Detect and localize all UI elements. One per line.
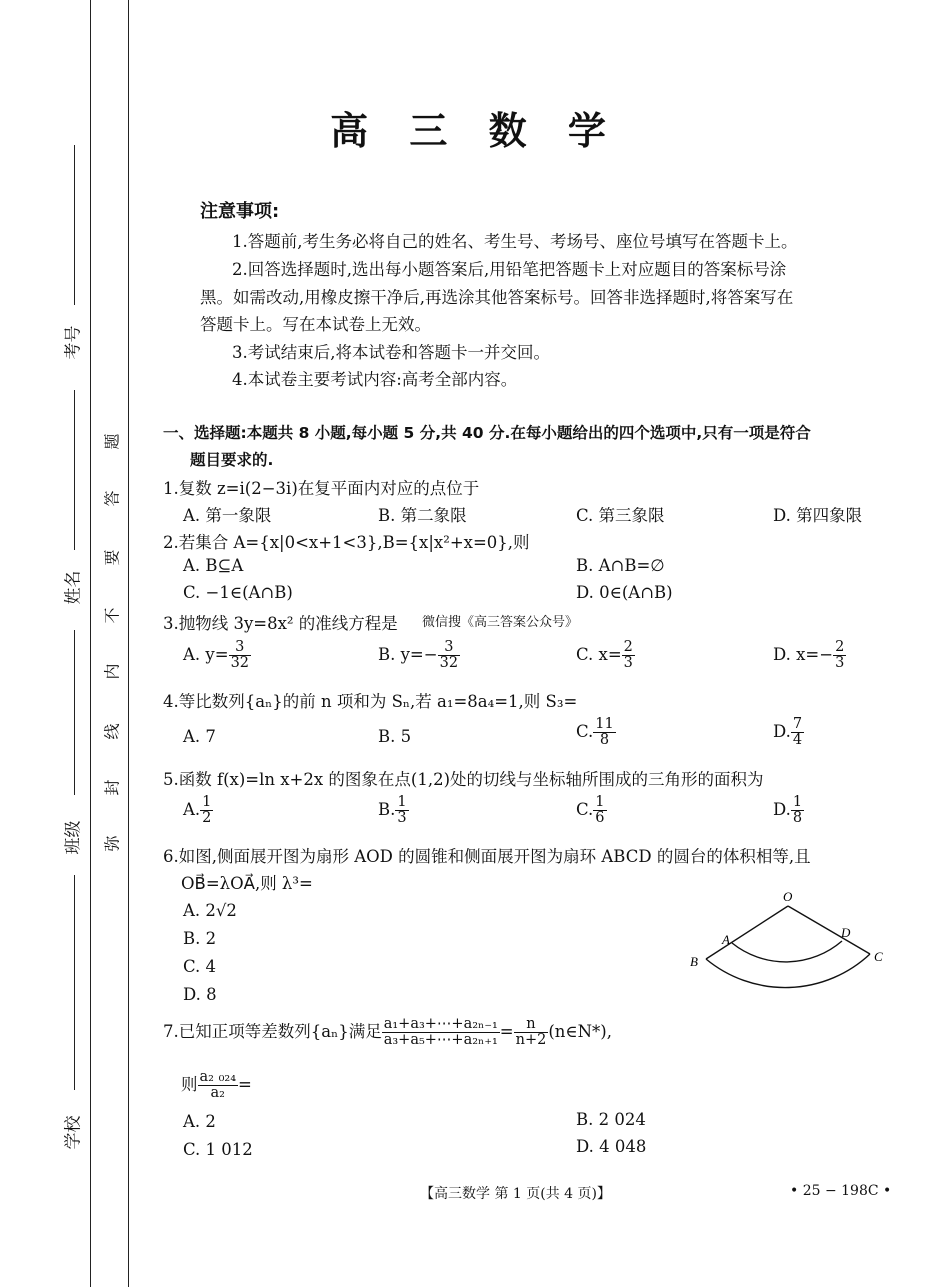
option-c: C. x= $\frac{2}{3}$ [576, 639, 633, 672]
option-b: B. 第二象限 [378, 506, 467, 525]
outer-arc [706, 954, 870, 988]
field-label-school: 学校 [63, 1115, 84, 1150]
fig-label-c: C [874, 949, 883, 964]
option-c: C. 4 [183, 957, 217, 976]
notice-item: 1.答题前,考生务必将自己的姓名、考生号、考场号、座位号填写在答题卡上。 [232, 232, 798, 251]
radius-ob [706, 906, 788, 959]
binding-line-right [128, 0, 129, 1287]
option-c: C. $\frac{1}{6}$ [576, 794, 605, 827]
notice-item: 3.考试结束后,将本试卷和答题卡一并交回。 [232, 343, 550, 362]
field-underline [74, 630, 75, 795]
option-a: A. $\frac{1}{2}$ [183, 794, 212, 827]
seal-char: 题 [102, 433, 122, 450]
seal-char: 要 [102, 549, 122, 566]
radius-oc [788, 906, 870, 954]
option-b: B. 5 [378, 727, 412, 746]
notice-item: 4.本试卷主要考试内容:高考全部内容。 [232, 370, 518, 389]
fig-label-o: O [783, 889, 793, 904]
option-b: B. 2 [183, 929, 217, 948]
option-d: D. x=− $\frac{2}{3}$ [773, 639, 845, 672]
binding-line-left [90, 0, 91, 1287]
seal-char: 封 [102, 779, 122, 796]
option-d: D. 4 048 [576, 1137, 647, 1156]
question-stem: 5.函数 f(x)=ln x+2x 的图象在点(1,2)处的切线与坐标轴所围成的三角形的面积为 [163, 770, 764, 789]
option-a: A. 2√2 [183, 901, 237, 920]
question-stem-cont: 则 $\frac{\text{a₂ ₀₂₄}}{\text{a₂}}$ = [181, 1069, 252, 1102]
notice-item: 黑。如需改动,用橡皮擦干净后,再选涂其他答案标号。回答非选择题时,将答案写在 [200, 288, 794, 307]
option-b: B. y=− $\frac{3}{32}$ [378, 639, 459, 672]
question-stem: 1.复数 z=i(2−3i)在复平面内对应的点位于 [163, 479, 480, 498]
paper-code: • 25 − 198C • [790, 1183, 892, 1199]
watermark-text: 微信搜《高三答案公众号》 [422, 615, 579, 630]
question-stem: 7.已知正项等差数列{aₙ}满足 $\frac{\text{a₁+a₃+⋯+a₂ₙ₋₁}}{\text{a₃+a₅+⋯+a₂ₙ₊₁}}$ = $\frac{n}{n+2}$ (n∈N*), [163, 1016, 612, 1049]
fig-label-d: D [841, 925, 851, 940]
field-label-exam-number: 考号 [63, 325, 84, 360]
fig-label-a: A [722, 932, 730, 947]
option-c: C. 第三象限 [576, 506, 665, 525]
notice-item: 2.回答选择题时,选出每小题答案后,用铅笔把答题卡上对应题目的答案标号涂 [232, 260, 787, 279]
option-c: C. $\frac{11}{8}$ [576, 716, 614, 749]
section-heading: 一、选择题:本题共 8 小题,每小题 5 分,共 40 分.在每小题给出的四个选项中,只有一项是符合 [163, 424, 811, 442]
option-b: B. $\frac{1}{3}$ [378, 794, 407, 827]
seal-char: 内 [102, 663, 122, 680]
option-d: D. 第四象限 [773, 506, 863, 525]
notice-item: 答题卡上。写在本试卷上无效。 [200, 315, 431, 334]
option-d: D. 8 [183, 985, 217, 1004]
question-stem: 6.如图,侧面展开图为扇形 AOD 的圆锥和侧面展开图为扇环 ABCD 的圆台的体积相等,且 [163, 847, 811, 866]
notice-heading: 注意事项: [200, 201, 280, 222]
option-d: D. $\frac{7}{4}$ [773, 716, 803, 749]
inner-arc [732, 941, 842, 962]
section-heading-cont: 题目要求的. [190, 451, 274, 469]
option-b: B. A∩B=∅ [576, 556, 665, 575]
option-d: D. 0∈(A∩B) [576, 583, 673, 602]
option-b: B. 2 024 [576, 1110, 646, 1129]
option-c: C. 1 012 [183, 1140, 253, 1159]
sector-annulus-figure [680, 888, 900, 1018]
seal-char: 线 [102, 723, 122, 740]
field-label-name: 姓名 [63, 570, 84, 605]
fig-label-b: B [690, 954, 698, 969]
option-a: A. B⊆A [183, 556, 244, 575]
option-a: A. y= $\frac{3}{32}$ [183, 639, 250, 672]
field-underline [74, 390, 75, 550]
question-stem: 3.抛物线 3y=8x² 的准线方程是 [163, 614, 398, 633]
option-d: D. $\frac{1}{8}$ [773, 794, 803, 827]
option-a: A. 2 [183, 1112, 216, 1131]
field-label-class: 班级 [63, 820, 84, 855]
seal-char: 弥 [102, 835, 122, 852]
field-underline [74, 145, 75, 305]
question-stem: 2.若集合 A={x|0<x+1<3},B={x|x²+x=0},则 [163, 533, 530, 552]
option-c: C. −1∈(A∩B) [183, 583, 293, 602]
field-underline [74, 875, 75, 1090]
option-a: A. 第一象限 [183, 506, 272, 525]
seal-char: 不 [102, 607, 122, 624]
question-stem: 4.等比数列{aₙ}的前 n 项和为 Sₙ,若 a₁=8a₄=1,则 S₃= [163, 692, 578, 711]
page-footer: 【高三数学 第 1 页(共 4 页)】 [420, 1186, 611, 1202]
page-title: 高 三 数 学 [330, 109, 620, 153]
seal-char: 答 [102, 490, 122, 507]
question-stem-cont: OB⃗=λOA⃗,则 λ³= [181, 874, 313, 893]
option-a: A. 7 [183, 727, 216, 746]
